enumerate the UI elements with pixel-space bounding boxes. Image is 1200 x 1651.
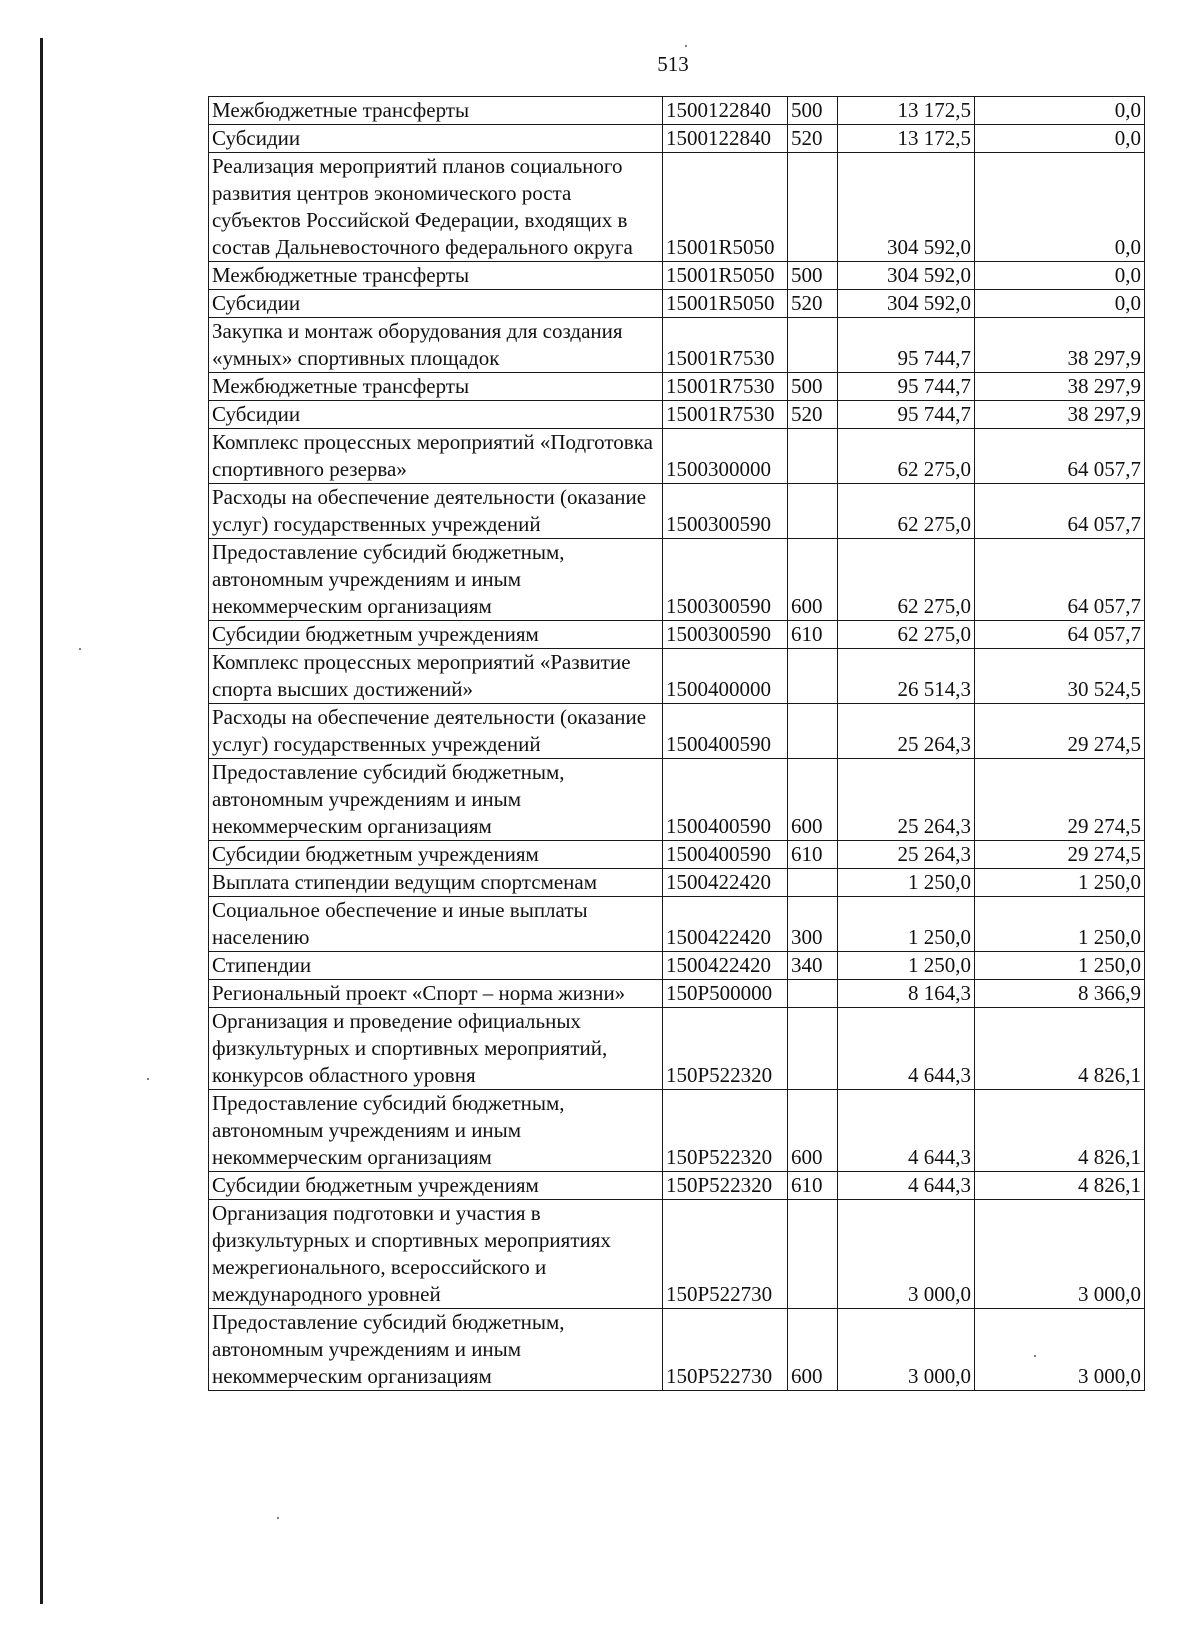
target-article-code-cell: 1500422420 xyxy=(663,952,788,980)
expense-type-code-cell xyxy=(788,704,838,759)
expense-name-cell: Субсидии xyxy=(209,290,663,318)
table-row xyxy=(209,318,1145,373)
expense-name-cell: Субсидии бюджетным учреждениям xyxy=(209,841,663,869)
expense-name-cell: Предоставление субсидий бюджетным, автономным учреждениям и иным некоммерческим организациям xyxy=(209,1309,663,1391)
amount-year-1-cell: 8 164,3 xyxy=(838,980,975,1008)
amount-year-1-cell: 304 592,0 xyxy=(838,153,975,262)
expense-name-cell: Организация подготовки и участия в физкультурных и спортивных мероприятиях межрегионального, всероссийского и международного уровней xyxy=(209,1200,663,1309)
amount-year-1-cell: 13 172,5 xyxy=(838,97,975,125)
expense-name-cell: Комплекс процессных мероприятий «Развитие спорта высших достижений» xyxy=(209,649,663,704)
expense-name-cell: Предоставление субсидий бюджетным, автономным учреждениям и иным некоммерческим организациям xyxy=(209,759,663,841)
amount-year-2-cell: 64 057,7 xyxy=(975,539,1145,621)
expense-type-code-cell: 610 xyxy=(788,841,838,869)
expense-type-code-cell xyxy=(788,869,838,897)
expense-type-code-cell: 600 xyxy=(788,1309,838,1391)
table-row xyxy=(209,621,1145,649)
scan-speck xyxy=(147,1078,149,1080)
expense-type-code-cell: 340 xyxy=(788,952,838,980)
amount-year-1-cell: 1 250,0 xyxy=(838,897,975,952)
amount-year-2-cell: 4 826,1 xyxy=(975,1008,1145,1090)
target-article-code-cell: 1500422420 xyxy=(663,897,788,952)
amount-year-2-cell: 29 274,5 xyxy=(975,841,1145,869)
expense-name-cell: Субсидии бюджетным учреждениям xyxy=(209,1172,663,1200)
amount-year-1-cell: 95 744,7 xyxy=(838,373,975,401)
amount-year-2-cell: 38 297,9 xyxy=(975,401,1145,429)
amount-year-1-cell: 4 644,3 xyxy=(838,1090,975,1172)
scan-speck xyxy=(277,1517,279,1519)
amount-year-1-cell: 25 264,3 xyxy=(838,841,975,869)
table-row xyxy=(209,1309,1145,1391)
amount-year-1-cell: 25 264,3 xyxy=(838,759,975,841)
expense-type-code-cell: 600 xyxy=(788,539,838,621)
amount-year-2-cell: 3 000,0 xyxy=(975,1200,1145,1309)
table-row xyxy=(209,1200,1145,1309)
table-row xyxy=(209,484,1145,539)
expense-type-code-cell: 600 xyxy=(788,1090,838,1172)
target-article-code-cell: 150P522320 xyxy=(663,1008,788,1090)
table-row xyxy=(209,373,1145,401)
scan-speck xyxy=(685,45,687,47)
table-row xyxy=(209,97,1145,125)
expense-type-code-cell: 610 xyxy=(788,1172,838,1200)
table-row xyxy=(209,1172,1145,1200)
expense-name-cell: Субсидии xyxy=(209,401,663,429)
expense-type-code-cell: 520 xyxy=(788,290,838,318)
table-row xyxy=(209,759,1145,841)
target-article-code-cell: 15001R7530 xyxy=(663,318,788,373)
expense-name-cell: Расходы на обеспечение деятельности (оказание услуг) государственных учреждений xyxy=(209,704,663,759)
amount-year-2-cell: 1 250,0 xyxy=(975,869,1145,897)
expense-name-cell: Субсидии бюджетным учреждениям xyxy=(209,621,663,649)
scan-speck xyxy=(79,648,81,650)
scan-margin-line xyxy=(40,38,43,1604)
expense-type-code-cell xyxy=(788,1200,838,1309)
page-number: 513 xyxy=(657,52,689,76)
amount-year-1-cell: 3 000,0 xyxy=(838,1309,975,1391)
amount-year-1-cell: 62 275,0 xyxy=(838,429,975,484)
table-row xyxy=(209,429,1145,484)
amount-year-2-cell: 8 366,9 xyxy=(975,980,1145,1008)
target-article-code-cell: 150P522320 xyxy=(663,1090,788,1172)
expense-type-code-cell: 600 xyxy=(788,759,838,841)
amount-year-1-cell: 13 172,5 xyxy=(838,125,975,153)
amount-year-2-cell: 30 524,5 xyxy=(975,649,1145,704)
target-article-code-cell: 1500300590 xyxy=(663,539,788,621)
target-article-code-cell: 1500400590 xyxy=(663,759,788,841)
amount-year-2-cell: 0,0 xyxy=(975,290,1145,318)
amount-year-2-cell: 0,0 xyxy=(975,125,1145,153)
expense-type-code-cell: 300 xyxy=(788,897,838,952)
amount-year-2-cell: 64 057,7 xyxy=(975,621,1145,649)
amount-year-2-cell: 1 250,0 xyxy=(975,952,1145,980)
target-article-code-cell: 150P500000 xyxy=(663,980,788,1008)
table-row xyxy=(209,539,1145,621)
target-article-code-cell: 150P522320 xyxy=(663,1172,788,1200)
target-article-code-cell: 15001R5050 xyxy=(663,290,788,318)
amount-year-1-cell: 304 592,0 xyxy=(838,290,975,318)
amount-year-2-cell: 64 057,7 xyxy=(975,484,1145,539)
table-row xyxy=(209,1008,1145,1090)
expense-type-code-cell xyxy=(788,980,838,1008)
amount-year-2-cell: 0,0 xyxy=(975,97,1145,125)
target-article-code-cell: 15001R7530 xyxy=(663,373,788,401)
expense-type-code-cell: 500 xyxy=(788,97,838,125)
expense-name-cell: Межбюджетные трансферты xyxy=(209,97,663,125)
table-row xyxy=(209,952,1145,980)
expense-name-cell: Выплата стипендии ведущим спортсменам xyxy=(209,869,663,897)
table-row xyxy=(209,980,1145,1008)
expense-type-code-cell xyxy=(788,1008,838,1090)
expense-type-code-cell xyxy=(788,484,838,539)
amount-year-2-cell: 38 297,9 xyxy=(975,318,1145,373)
target-article-code-cell: 1500400000 xyxy=(663,649,788,704)
table-row xyxy=(209,704,1145,759)
table-row xyxy=(209,1090,1145,1172)
table-row xyxy=(209,262,1145,290)
amount-year-2-cell: 0,0 xyxy=(975,153,1145,262)
table-row xyxy=(209,153,1145,262)
target-article-code-cell: 15001R7530 xyxy=(663,401,788,429)
target-article-code-cell: 1500300590 xyxy=(663,621,788,649)
expense-type-code-cell: 500 xyxy=(788,373,838,401)
amount-year-1-cell: 1 250,0 xyxy=(838,952,975,980)
table-row xyxy=(209,290,1145,318)
expense-type-code-cell: 500 xyxy=(788,262,838,290)
target-article-code-cell: 1500300000 xyxy=(663,429,788,484)
expense-name-cell: Расходы на обеспечение деятельности (оказание услуг) государственных учреждений xyxy=(209,484,663,539)
expense-name-cell: Стипендии xyxy=(209,952,663,980)
expense-name-cell: Закупка и монтаж оборудования для создания «умных» спортивных площадок xyxy=(209,318,663,373)
amount-year-2-cell: 0,0 xyxy=(975,262,1145,290)
amount-year-1-cell: 3 000,0 xyxy=(838,1200,975,1309)
target-article-code-cell: 1500422420 xyxy=(663,869,788,897)
amount-year-1-cell: 62 275,0 xyxy=(838,621,975,649)
expense-type-code-cell: 520 xyxy=(788,401,838,429)
table-row xyxy=(209,649,1145,704)
amount-year-1-cell: 62 275,0 xyxy=(838,484,975,539)
target-article-code-cell: 1500400590 xyxy=(663,841,788,869)
amount-year-1-cell: 26 514,3 xyxy=(838,649,975,704)
expense-name-cell: Реализация мероприятий планов социального развития центров экономического роста субъектов Российской Федерации, входящих в состав Дальневосточного федерального округа xyxy=(209,153,663,262)
expense-name-cell: Предоставление субсидий бюджетным, автономным учреждениям и иным некоммерческим организациям xyxy=(209,1090,663,1172)
amount-year-1-cell: 1 250,0 xyxy=(838,869,975,897)
expense-name-cell: Субсидии xyxy=(209,125,663,153)
expense-name-cell: Комплекс процессных мероприятий «Подготовка спортивного резерва» xyxy=(209,429,663,484)
budget-table-body xyxy=(209,97,1145,1391)
expense-name-cell: Региональный проект «Спорт – норма жизни» xyxy=(209,980,663,1008)
amount-year-1-cell: 62 275,0 xyxy=(838,539,975,621)
amount-year-2-cell: 38 297,9 xyxy=(975,373,1145,401)
amount-year-1-cell: 95 744,7 xyxy=(838,318,975,373)
table-row xyxy=(209,125,1145,153)
amount-year-1-cell: 304 592,0 xyxy=(838,262,975,290)
target-article-code-cell: 1500122840 xyxy=(663,97,788,125)
table-row xyxy=(209,841,1145,869)
expense-type-code-cell xyxy=(788,429,838,484)
amount-year-2-cell: 29 274,5 xyxy=(975,759,1145,841)
target-article-code-cell: 1500122840 xyxy=(663,125,788,153)
amount-year-1-cell: 25 264,3 xyxy=(838,704,975,759)
amount-year-2-cell: 3 000,0 xyxy=(975,1309,1145,1391)
target-article-code-cell: 15001R5050 xyxy=(663,262,788,290)
amount-year-2-cell: 29 274,5 xyxy=(975,704,1145,759)
amount-year-2-cell: 4 826,1 xyxy=(975,1090,1145,1172)
expense-type-code-cell xyxy=(788,318,838,373)
target-article-code-cell: 1500400590 xyxy=(663,704,788,759)
target-article-code-cell: 15001R5050 xyxy=(663,153,788,262)
table-row xyxy=(209,869,1145,897)
expense-type-code-cell xyxy=(788,649,838,704)
target-article-code-cell: 150P522730 xyxy=(663,1309,788,1391)
expense-type-code-cell: 520 xyxy=(788,125,838,153)
expense-name-cell: Социальное обеспечение и иные выплаты населению xyxy=(209,897,663,952)
expense-name-cell: Межбюджетные трансферты xyxy=(209,262,663,290)
expense-name-cell: Организация и проведение официальных физкультурных и спортивных мероприятий, конкурсов областного уровня xyxy=(209,1008,663,1090)
amount-year-1-cell: 95 744,7 xyxy=(838,401,975,429)
amount-year-2-cell: 4 826,1 xyxy=(975,1172,1145,1200)
amount-year-2-cell: 1 250,0 xyxy=(975,897,1145,952)
amount-year-1-cell: 4 644,3 xyxy=(838,1008,975,1090)
table-row xyxy=(209,401,1145,429)
expense-type-code-cell: 610 xyxy=(788,621,838,649)
target-article-code-cell: 1500300590 xyxy=(663,484,788,539)
table-row xyxy=(209,897,1145,952)
expense-type-code-cell xyxy=(788,153,838,262)
amount-year-2-cell: 64 057,7 xyxy=(975,429,1145,484)
amount-year-1-cell: 4 644,3 xyxy=(838,1172,975,1200)
expense-name-cell: Межбюджетные трансферты xyxy=(209,373,663,401)
target-article-code-cell: 150P522730 xyxy=(663,1200,788,1309)
budget-table xyxy=(208,96,1145,1391)
expense-name-cell: Предоставление субсидий бюджетным, автономным учреждениям и иным некоммерческим организациям xyxy=(209,539,663,621)
